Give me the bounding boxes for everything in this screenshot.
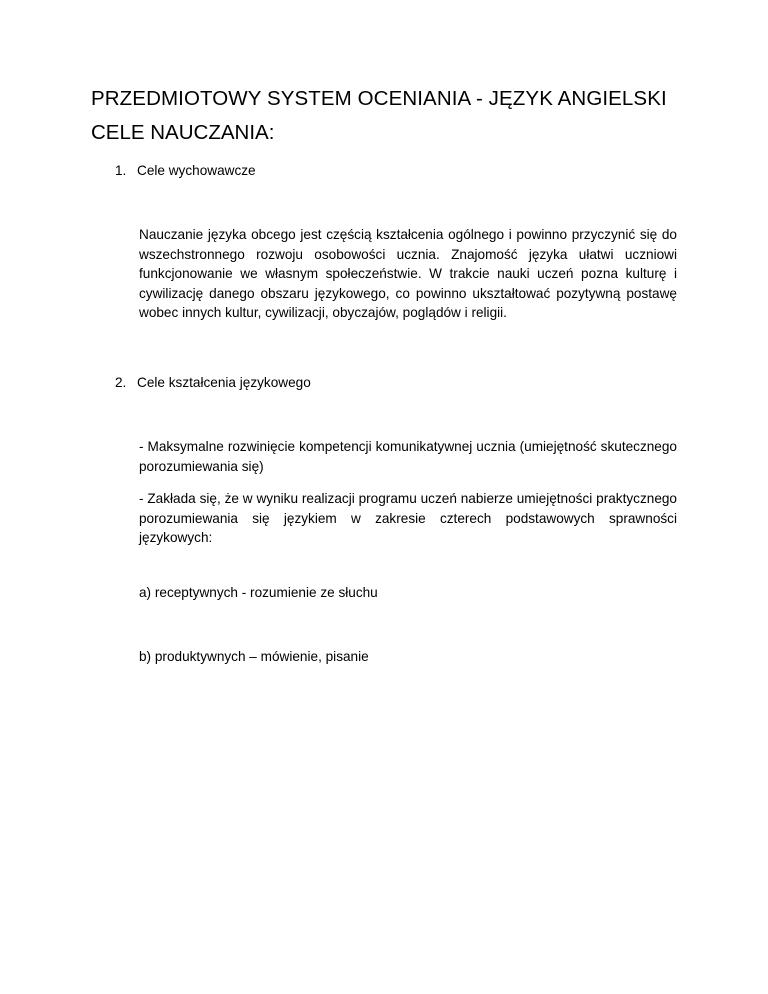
section-1-paragraph: Nauczanie języka obcego jest częścią kształcenia ogólnego i powinno przyczynić się do wszechstronnego rozwoju osobowości ucznia. Znajomość języka ułatwi uczniowi funkcjonowanie we własnym społeczeństwie. W trakcie nauki uczeń pozna kulturę i cywilizację danego obszaru językowego, co powinno ukształtować pozytywną postawę wobec innych kultur, cywilizacji, obyczajów, poglądów i religii. — [139, 227, 677, 320]
document-subtitle: CELE NAUCZANIA: — [91, 121, 275, 144]
section-2-paragraph-1: - Maksymalne rozwinięcie kompetencji komunikatywnej ucznia (umiejętność skutecznego porozumiewania się) — [139, 439, 677, 474]
list-item-productive: b) produktywnych – mówienie, pisanie — [139, 649, 369, 664]
section-number: 2. — [115, 375, 127, 390]
section-2-paragraph-2: - Zakłada się, że w wyniku realizacji programu uczeń nabierze umiejętności praktycznego porozumiewania się językiem w zakresie czterech podstawowych sprawności językowych: — [139, 491, 677, 545]
section-heading-text: Cele wychowawcze — [137, 163, 256, 178]
section-heading-1 — [115, 162, 256, 180]
section-heading-2 — [115, 374, 311, 392]
section-number: 1. — [115, 163, 127, 178]
section-heading-text: Cele kształcenia językowego — [137, 375, 311, 390]
document-title: PRZEDMIOTOWY SYSTEM OCENIANIA - JĘZYK ANGIELSKI — [91, 87, 667, 110]
list-item-receptive: a) receptywnych - rozumienie ze słuchu — [139, 585, 378, 600]
